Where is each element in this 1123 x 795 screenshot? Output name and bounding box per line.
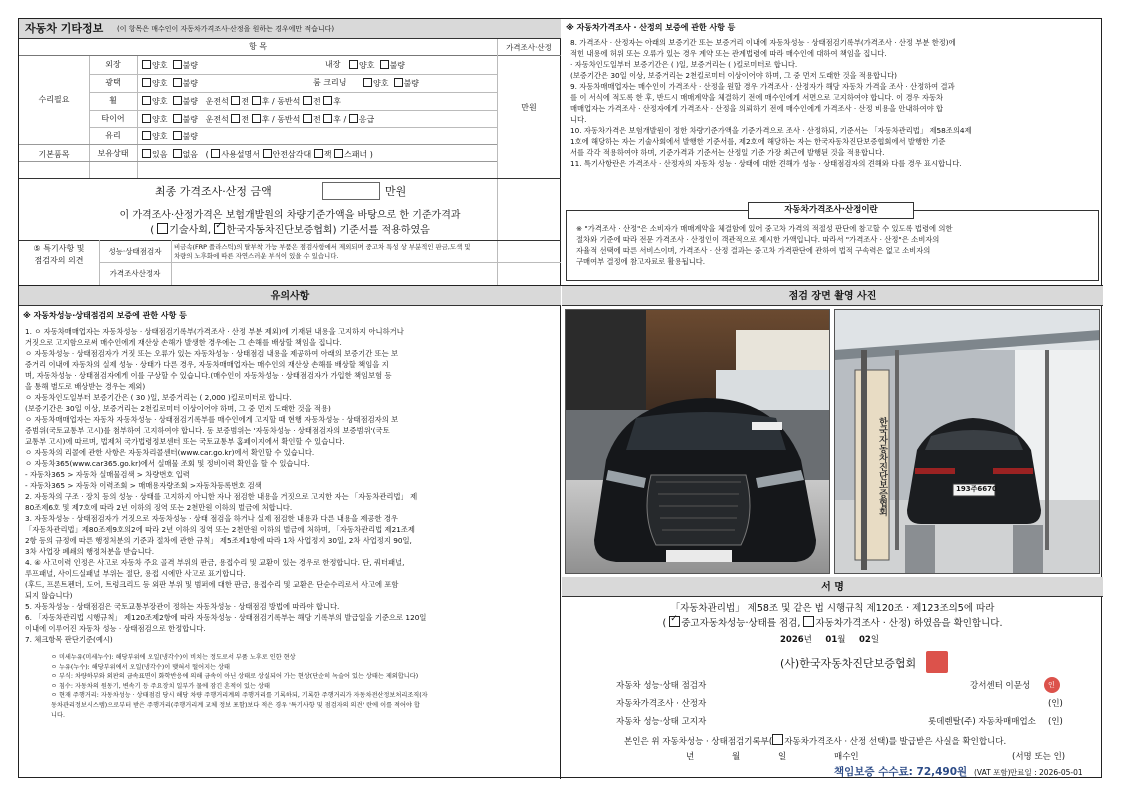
judgement-criteria: ㅇ 미세누유(미세누수): 해당부위에 오일(냉각수)이 비치는 정도로서 부품 노후로 인한 현상 ㅇ 누유(누수): 해당부위에서 오일(냉각수)이 맺혀서 떨어지는 상태 ㅇ 부식: 차량하부와 외판의 금속표면이 화학반응에 의해 금속이 아닌 상태로 상실되어 가는 현상(단순히 녹슬어 있는 상태는 제외합니다) ㅇ 침수: 자동차의 원동기, 변속기 등 주요장치 일부가 물에 잠긴 흔적이 있는 상태 ㅇ 현재 주행거리: 자동차성능 · 상태점검 당시 해당 차량 주행거리계의 주행거리를 기록하되, 기록한 주행거리가 자동차전산정보처리조직(자 동차관리정보시스템)으로부터 받은 주행거리(주행거리계 교체 정보 포함)보다 적은 경우 '특기사항 및 점검자의 의견' 란에 이를 적어야 합 니다. bbox=[51, 654, 428, 719]
hold-yes-checkbox[interactable] bbox=[142, 149, 151, 158]
signature-title: 서 명 bbox=[821, 582, 844, 593]
buyer-sign: (서명 또는 인) bbox=[1012, 752, 1066, 762]
section-subtitle: (이 항목은 매수인이 자동차가격조사·산정을 원하는 경우에만 적습니다) bbox=[117, 25, 335, 33]
price-unit: 만원 bbox=[521, 103, 537, 112]
car-front-illustration bbox=[566, 310, 830, 574]
interior-bad-checkbox[interactable] bbox=[380, 60, 389, 69]
inspection-photo-front bbox=[565, 309, 830, 574]
row-wheel-label: 휠 bbox=[109, 96, 117, 105]
tire-bad-checkbox[interactable] bbox=[173, 114, 182, 123]
org-seal bbox=[926, 651, 948, 673]
row-tire-label: 타이어 bbox=[101, 114, 125, 123]
price-check-checkbox[interactable] bbox=[803, 616, 814, 627]
inspection-form bbox=[18, 18, 1102, 778]
org-name: (사)한국자동차진단보증협회 bbox=[780, 657, 917, 670]
row-room-label: 룸 크리닝 bbox=[313, 78, 347, 87]
col-item-header: 항 목 bbox=[249, 42, 267, 51]
perf-note-1: 비금속(FRP 플라스틱)의 탈부착 가능 부품은 점검사항에서 제외되며 중고차 특성 상 부분적인 판금,도색 및 bbox=[174, 243, 471, 251]
wheel-good-checkbox[interactable] bbox=[142, 96, 151, 105]
wheel-bad-checkbox[interactable] bbox=[173, 96, 182, 105]
receipt-line: 본인은 위 자동차성능 · 상태점검기록부( 자동차가격조사 · 산정 선택)를 발급받은 사실을 확인합니다. bbox=[624, 734, 1006, 748]
jack-checkbox[interactable] bbox=[314, 149, 323, 158]
row-hold-label: 보유상태 bbox=[97, 149, 129, 158]
bottom-day: 일 bbox=[778, 752, 787, 762]
notifier-seal: (인) bbox=[1048, 717, 1063, 727]
perf-inspector-label: 성능·상태점검자 bbox=[108, 247, 162, 256]
caution-heading: ※ 자동차성능·상태점검의 보증에 관한 사항 등 bbox=[23, 311, 187, 320]
fee-label: 책임보증 수수료: 72,490원 bbox=[834, 766, 968, 778]
signature-law-line: 「자동차관리법」 제58조 및 같은 법 시행규칙 제120조 · 제123조의5에 따라 bbox=[670, 603, 995, 614]
row-interior-label: 내장 bbox=[325, 60, 341, 69]
receipt-price-checkbox[interactable] bbox=[772, 734, 783, 745]
fee-vat: (VAT 포함) bbox=[974, 768, 1011, 777]
interior-good-checkbox[interactable] bbox=[349, 60, 358, 69]
row-glass-label: 유리 bbox=[105, 131, 121, 140]
expiry-date: 만료일 : 2026-05-01 bbox=[1010, 768, 1083, 777]
bottom-year: 년 bbox=[686, 752, 695, 762]
tire-options: 양호 불량 운전석 전 후 / 동반석 전 후 / 응급 bbox=[142, 114, 374, 125]
inspector-label: 자동차 성능·상태 점검자 bbox=[616, 681, 707, 691]
room-good-checkbox[interactable] bbox=[363, 78, 372, 87]
association-checkbox[interactable] bbox=[214, 223, 225, 234]
special-label-1: ⑤ 특기사항 및 bbox=[33, 244, 85, 253]
price-inspector-label: 가격조사산정자 bbox=[109, 269, 161, 278]
gloss-options: 양호 불량 bbox=[142, 78, 198, 89]
col-price-header: 가격조사·산정 bbox=[506, 43, 552, 52]
triangle-checkbox[interactable] bbox=[263, 149, 272, 158]
inspector-value: 강서센터 이문성 bbox=[970, 681, 1031, 691]
signature-check-line: ( ✓ 중고자동차성능·상태를 점검, 자동차가격조사 · 산정) 하였음을 확인합니다. bbox=[562, 616, 1103, 630]
wheel-options: 양호 불량 운전석 전 후 / 동반석 전 후 bbox=[142, 96, 341, 107]
wheel-driver-rear-checkbox[interactable] bbox=[252, 96, 261, 105]
row-exterior-label: 외장 bbox=[105, 60, 121, 69]
tire-good-checkbox[interactable] bbox=[142, 114, 151, 123]
tire-driver-rear-checkbox[interactable] bbox=[252, 114, 261, 123]
wheel-passenger-front-checkbox[interactable] bbox=[303, 96, 312, 105]
tech-society-checkbox[interactable] bbox=[157, 223, 168, 234]
price-definition-text: ※ "가격조사 · 산정"은 소비자가 매매계약을 체결함에 있어 중고차 가격의 적절성 판단에 참고할 수 있도록 법령에 의한 절차와 기준에 따라 전문 가격조사 · 산정인이 객관적으로 제시한 가액입니다. 따라서 "가격조사 · 산정"은 소비자의 자율적 선택에 따른 서비스이며, 가격조사 · 산정 결과는 중고차 가격판단에 관하여 법적 구속력은 없고 소비자의 구매여부 결정에 참고자료로 활용됩니다. bbox=[576, 224, 953, 266]
gloss-bad-checkbox[interactable] bbox=[173, 78, 182, 87]
signature-section bbox=[562, 577, 1103, 779]
final-price-input[interactable] bbox=[322, 182, 380, 200]
notifier-value: 롯데렌탈(주) 자동차매매업소 bbox=[928, 717, 1036, 727]
bottom-month: 월 bbox=[732, 752, 741, 762]
inspection-photo-rear bbox=[834, 309, 1100, 574]
final-price-unit: 만원 bbox=[385, 185, 407, 198]
spanner-checkbox[interactable] bbox=[334, 149, 343, 158]
sign-date: 2026년 01월 02일 bbox=[780, 635, 880, 645]
wheel-passenger-rear-checkbox[interactable] bbox=[323, 96, 332, 105]
notifier-label: 자동차 성능·상태 고지자 bbox=[616, 717, 707, 727]
glass-good-checkbox[interactable] bbox=[142, 131, 151, 140]
price-inspector-seal: (인) bbox=[1048, 699, 1063, 709]
price-guarantee-heading: ※ 자동차가격조사 · 산정의 보증에 관한 사항 등 bbox=[566, 23, 736, 32]
caution-items: 1. ㅇ 자동차매매업자는 자동차성능 · 상태점검기록부(가격조사 · 산정 부분 제외)에 기재된 내용을 고지하지 아니하거나 거짓으로 고지함으로써 매수인에게 재산상 손해가 발생한 경우에는 그 손해를 배상할 책임을 집니다. ㅇ 자동차성능 · 상태점검자가 거짓 또는 오류가 있는 자동차성능 · 상태점검 내용을 제공하여 아래의 보증기간 또는 보 증거리 이내에 자동차의 실제 성능 · 상태가 다른 경우, 자동차매매업자는 매수인의 재산상 손해를 배상할 책임을 지 며, 자동차성능 · 상태점검자에게 이를 구상할 수 있습니다.(매수인이 자동차성능 · 상태점검자가 가입한 책임보험 등 을 통해 별도로 배상받는 경우는 제외) ㅇ 자동차인도일부터 보증기간은 ( 30 )일, 보증거리는 ( 2,000 )킬로미터로 합니다. (보증기간은 30일 이상, 보증거리는 2천킬로미터 이상이어야 하며, 그 중 먼저 도래한 것을 적용) ㅇ 자동차매매업자는 자동차 자동차성능 · 상태점검기록부를 매수인에게 고지할 때 현행 자동차성능 · 상태점검자의 보 증범위(국토교통부 고시)를 첨부하여 고지하여야 합니다. 동 보증범위는 '자동차성능 · 상태점검자의 보증범위'(국토 교통부 고시)에 따르며, 법제처 국가법령정보센터 또는 국토교통부 홈페이지에서 확인할 수 있습니다. ㅇ 자동차의 리콜에 관한 사항은 자동차리콜센터(www.car.go.kr)에서 확인할 수 있습니다. ㅇ 자동차365(www.car365.go.kr)에서 실매물 조회 및 정비이력 확인을 할 수 있습니다. - 자동차365 > 자동차 실매물검색 > 차량번호 입력 - 자동차365 > 자동차 이력조회 > 매매용자량조회 >자동차등록번호 검색 2. 자동차의 구조 · 장치 등의 성능 · 상태를 고지하지 아니한 자나 점검한 내용을 거짓으로 고지한 자는 「자동차관리법」 제 80조제6호 및 제7호에 따라 2년 이하의 징역 또는 2천만원 이하의 벌금에 처합니다. 3. 자동차성능 · 상태점검자가 거짓으로 자동차성능 · 상태 점검을 하거나 실제 점검한 내용과 다른 내용을 제공한 경우 「자동차관리법」제80조제9호의2에 따라 2년 이하의 징역 또는 2천만원 이하의 벌금에 처하며, 「자동차관리법 제21조제 2항 등의 규정에 따른 행정처분의 기준과 절차에 관한 규칙」 제5조제1항에 따라 1차 사업정지 30일, 2차 사업정지 90일, 3차 사업장 폐쇄의 행정처분을 받습니다. 4. ④ 사고이력 인정은 사고로 자동차 주요 골격 부위의 판금, 용접수리 및 교환이 있는 경우로 한정합니다. 단, 쿼터패널, 루프패널, 사이드실패널 부위는 절단, 용접 시에만 사고로 표기합니다. (후드, 프론트펜더, 도어, 트렁크리드 등 외판 부위 및 범퍼에 대한 판금, 용접수리 및 교환은 단순수리로서 사고에 포함 되지 않습니다) 5. 자동차성능 · 상태점검은 국토교통부장관이 정하는 자동차성능 · 상태점검 방법에 따라야 합니다. 6. 「자동차관리법 시행규칙」 제120조제2항에 따라 자동차성능 · 상태점검기록부는 해당 기록부의 발급일을 기준으로 120일 이내에 이루어진 자동차 성능 · 상태점검으로 한정합니다. 7. 체크항목 판단기준(예시) bbox=[25, 327, 427, 644]
gloss-good-checkbox[interactable] bbox=[142, 78, 151, 87]
exterior-options: 양호 불량 bbox=[142, 60, 198, 71]
booth-sign: 한국자동차진단보증협회 bbox=[877, 416, 887, 516]
tire-driver-front-checkbox[interactable] bbox=[231, 114, 240, 123]
manual-checkbox[interactable] bbox=[211, 149, 220, 158]
standard-line-1: 이 가격조사·산정가격은 보험개발원의 차량기준가액을 바탕으로 한 기준가격과 bbox=[119, 210, 461, 221]
photo-section bbox=[562, 286, 1103, 577]
exterior-good-checkbox[interactable] bbox=[142, 60, 151, 69]
glass-bad-checkbox[interactable] bbox=[173, 131, 182, 140]
interior-options: 양호 불량 bbox=[349, 60, 405, 71]
tire-passenger-front-checkbox[interactable] bbox=[303, 114, 312, 123]
price-definition-title: 자동차가격조사·산정이란 bbox=[748, 202, 914, 219]
section-title: 자동차 기타정보 bbox=[25, 22, 104, 35]
perf-note-2: 차량의 노후화에 따른 자연스러운 부식이 있을 수 있습니다. bbox=[174, 252, 339, 260]
exterior-bad-checkbox[interactable] bbox=[173, 60, 182, 69]
hold-none-checkbox[interactable] bbox=[173, 149, 182, 158]
hold-options: 있음 없음 ( 사용설명서 안전삼각대 잭 스패너 ) bbox=[142, 149, 373, 160]
photo-title: 점검 장면 촬영 사진 bbox=[788, 291, 877, 302]
repair-needed-label: 수리필요 bbox=[38, 95, 70, 104]
vehicle-other-info bbox=[19, 19, 561, 285]
plate-right: 193주6670 bbox=[956, 485, 997, 493]
tire-passenger-rear-checkbox[interactable] bbox=[323, 114, 332, 123]
standard-line-2: ( 기술사회, ✓ 한국자동차진단보증협회) 기준서를 적용하였음 bbox=[19, 223, 561, 237]
row-gloss-label: 광택 bbox=[105, 78, 121, 87]
glass-options: 양호 불량 bbox=[142, 131, 198, 142]
basic-items-label: 기본품목 bbox=[38, 150, 70, 159]
final-price-label: 최종 가격조사·산정 금액 bbox=[155, 185, 272, 198]
room-options: 양호 불량 bbox=[363, 78, 419, 89]
special-label-2: 점검자의 의견 bbox=[34, 256, 84, 265]
price-guarantee-section bbox=[562, 19, 1103, 285]
price-inspector-sign-label: 자동차가격조사 · 산정자 bbox=[616, 699, 707, 709]
buyer-label: 매수인 bbox=[834, 752, 859, 762]
wheel-driver-front-checkbox[interactable] bbox=[231, 96, 240, 105]
price-guarantee-items: 8. 가격조사 · 산정자는 아래의 보증기간 또는 보증거리 이내에 자동차성능 · 상태점검기록부(가격조사 · 산정 부분 한정)에 적힌 내용에 허위 또는 오류가 있는 경우 계약 또는 관계법령에 따라 매수인에 대하여 책임을 집니다. · 자동차인도일부터 보증기간은 ( )일, 보증거리는 ( )킬로미터로 합니다. (보증기간은 30일 이상, 보증거리는 2천킬로미터 이상이어야 하며, 그 중 먼저 도래한 것을 적용합니다) 9. 자동차매매업자는 매수인이 가격조사 · 산정을 원할 경우 가격조사 · 산정자가 해당 자동차 가격을 조사 · 산정하여 결과 를 이 서식에 적도록 한 후, 반드시 매매계약을 체결하기 전에 매수인에게 서면으로 고지하여야 합니다. 이 경우 자동차 매매업자는 가격조사 · 산정자에게 가격조사 · 산정을 의뢰하기 전에 매수인에게 가격조사 · 산정 비용을 안내하여야 합 니다. 10. 자동차가격은 보험개발원이 정한 차량기준가액을 기준가격으로 조사 · 산정하되, 기준서는 「자동차관리법」 제58조의4제 1호에 해당하는 자는 기술사회에서 발행한 기준서를, 제2호에 해당하는 자는 한국자동차진단보증협회에서 발행한 기준 서를 각각 적용하여야 하며, 기준가격과 기준서는 산정일 기준 가장 최근에 발행된 것을 적용합니다. 11. 특기사항란은 가격조사 · 산정자의 자동차 성능 · 상태에 대한 견해가 성능 · 상태점검자의 견해와 다를 경우 표시합니다. bbox=[570, 38, 972, 168]
tire-spare-checkbox[interactable] bbox=[349, 114, 358, 123]
perf-check-checkbox[interactable] bbox=[669, 616, 680, 627]
caution-title: 유의사항 bbox=[270, 291, 310, 302]
caution-section bbox=[19, 286, 561, 779]
inspector-seal-text: 인 bbox=[1048, 681, 1055, 689]
room-bad-checkbox[interactable] bbox=[394, 78, 403, 87]
